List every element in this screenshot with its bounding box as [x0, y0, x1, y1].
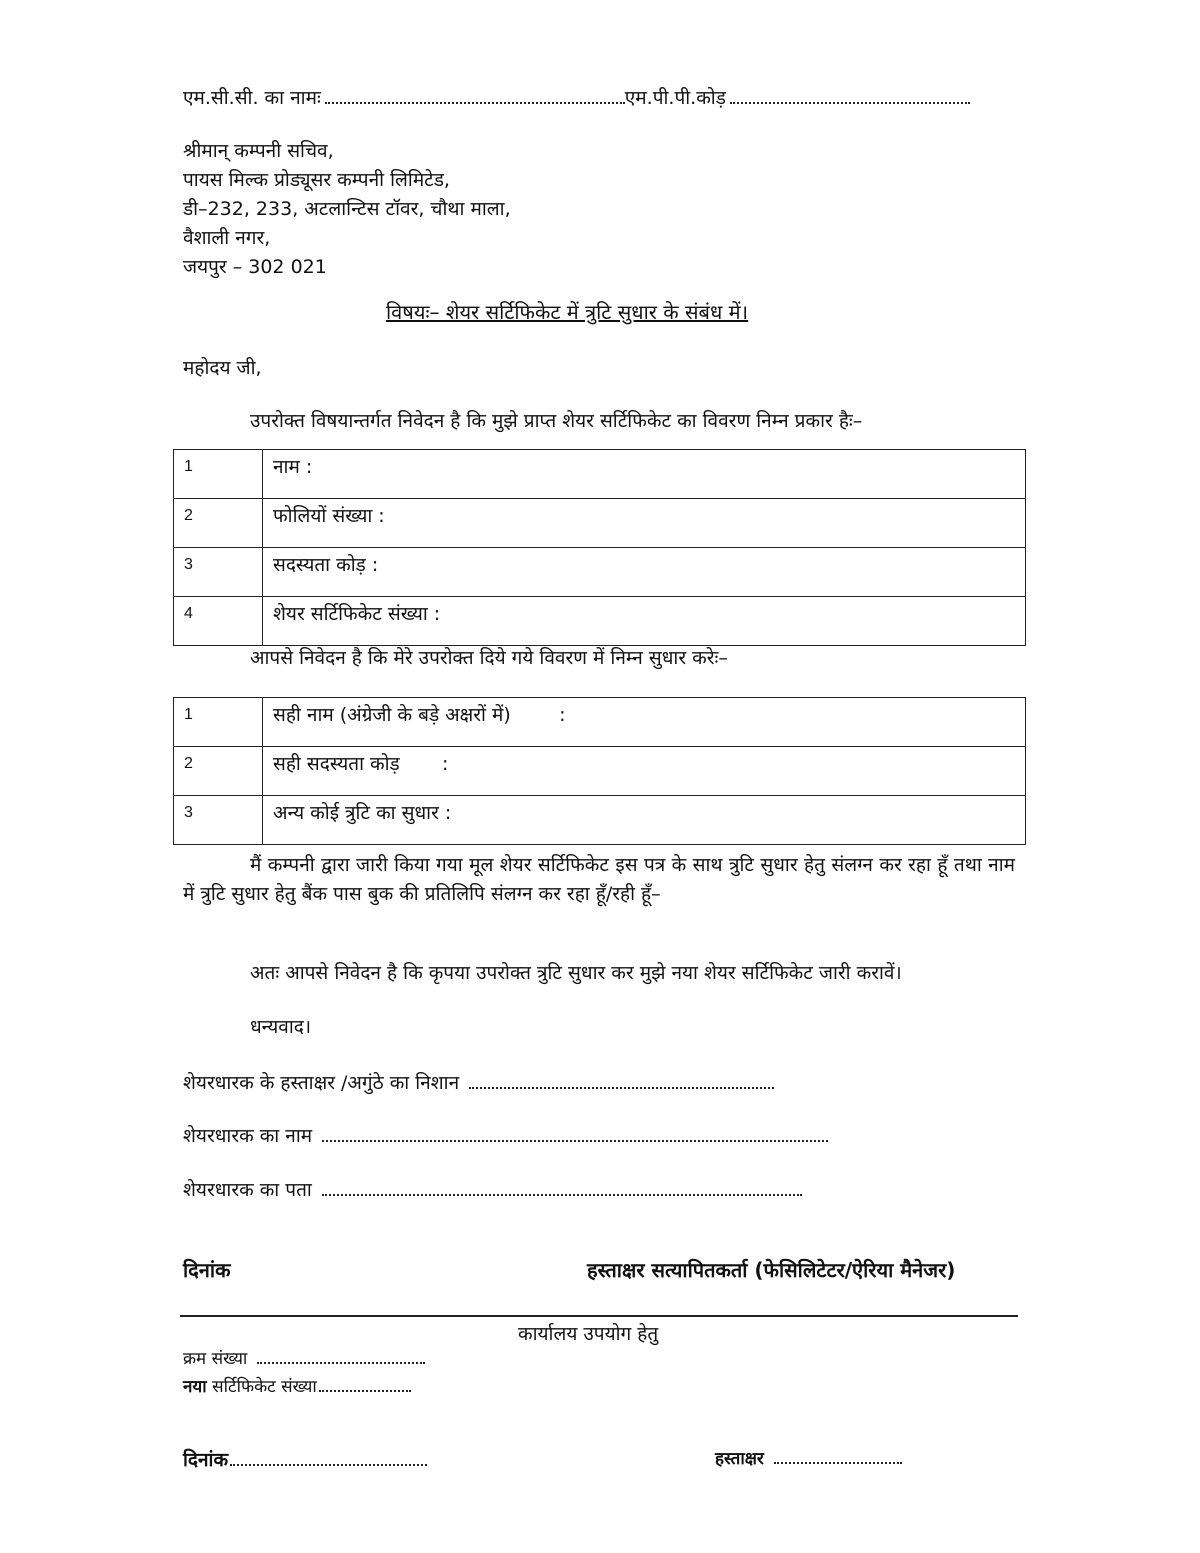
membership-code-field[interactable]: सदस्यता कोड़ :	[263, 548, 1026, 597]
office-sign-field[interactable]	[774, 1461, 902, 1464]
name-line	[183, 1122, 828, 1148]
mpp-code-field[interactable]	[730, 101, 970, 104]
header-line	[183, 84, 970, 110]
table-row	[174, 698, 1026, 747]
request-paragraph: अतः आपसे निवेदन है कि कृपया उपरोक्त त्रुटि सुधार कर मुझे नया शेयर सर्टिफिकेट जारी करावें।	[250, 962, 902, 984]
intro-text: उपरोक्त विषयान्तर्गत निवेदन है कि मुझे प्राप्त शेयर सर्टिफिकेट का विवरण निम्न प्रकार हैः–	[250, 410, 863, 432]
office-sign-label: हस्ताक्षर	[715, 1449, 764, 1469]
row-number: 1	[174, 698, 263, 747]
row-number: 2	[174, 499, 263, 548]
date-label: दिनांक	[183, 1258, 231, 1282]
other-correction-field[interactable]: अन्य कोई त्रुटि का सुधार :	[263, 796, 1026, 845]
new-certificate-line	[183, 1374, 411, 1397]
name-field[interactable]: नाम :	[263, 450, 1026, 499]
serial-number-line	[183, 1346, 425, 1369]
address-line: वैशाली नगर,	[183, 227, 271, 249]
office-date-label: दिनांक	[183, 1449, 229, 1471]
signature-field[interactable]	[469, 1086, 774, 1089]
signature-label: शेयरधारक के हस्ताक्षर /अगुंठे का निशान	[183, 1072, 460, 1094]
serial-number-field[interactable]	[257, 1361, 425, 1364]
address-line: जयपुर – 302 021	[183, 256, 327, 278]
new-certificate-prefix: नया	[183, 1377, 207, 1397]
thanks-text: धन्यवाद।	[250, 1016, 312, 1038]
office-divider	[180, 1315, 1018, 1317]
subject-heading: विषयः– शेयर सर्टिफिकेट में त्रुटि सुधार के संबंध में।	[386, 300, 749, 324]
row-number: 2	[174, 747, 263, 796]
mcc-name-field[interactable]	[325, 101, 625, 104]
request-text: आपसे निवेदन है कि मेरे उपरोक्त दिये गये विवरण में निम्न सुधार करेः–	[250, 647, 728, 669]
row-number: 4	[174, 597, 263, 646]
address-line-field	[183, 1176, 802, 1202]
address-line: श्रीमान् कम्पनी सचिव,	[183, 140, 334, 162]
certificate-details-table	[173, 449, 1026, 646]
mpp-code-label: एम.पी.पी.कोड़	[624, 87, 726, 109]
table-row	[174, 450, 1026, 499]
certificate-number-field[interactable]: शेयर सर्टिफिकेट संख्या :	[263, 597, 1026, 646]
correct-name-field[interactable]: सही नाम (अंग्रेजी के बड़े अक्षरों में) :	[263, 698, 1026, 747]
shareholder-name-label: शेयरधारक का नाम	[183, 1125, 313, 1147]
new-certificate-field[interactable]	[319, 1389, 411, 1392]
row-number: 1	[174, 450, 263, 499]
serial-number-label: क्रम संख्या	[183, 1349, 248, 1369]
folio-number-field[interactable]: फोलियों संख्या :	[263, 499, 1026, 548]
verifier-label: हस्ताक्षर सत्यापितकर्ता (फेसिलिटेटर/ऐरिया मैनेजर)	[587, 1258, 956, 1282]
signature-line	[183, 1069, 774, 1095]
table-row	[174, 548, 1026, 597]
address-line: पायस मिल्क प्रोड्यूसर कम्पनी लिमिटेड,	[183, 169, 450, 191]
new-certificate-label: सर्टिफिकेट संख्या	[212, 1377, 317, 1397]
salutation: महोदय जी,	[183, 357, 262, 379]
shareholder-address-label: शेयरधारक का पता	[183, 1179, 312, 1201]
row-number: 3	[174, 796, 263, 845]
office-sign-line	[715, 1446, 902, 1469]
table-row	[174, 796, 1026, 845]
shareholder-name-field[interactable]	[322, 1139, 828, 1142]
office-date-field[interactable]	[230, 1463, 427, 1466]
table-row	[174, 747, 1026, 796]
office-date-line	[183, 1446, 427, 1472]
correct-membership-code-field[interactable]: सही सदस्यता कोड़ :	[263, 747, 1026, 796]
mcc-name-label: एम.सी.सी. का नामः	[183, 87, 321, 109]
shareholder-address-field[interactable]	[322, 1193, 802, 1196]
office-use-title: कार्यालय उपयोग हेतु	[518, 1323, 659, 1345]
table-row	[174, 597, 1026, 646]
attachment-paragraph: मैं कम्पनी द्वारा जारी किया गया मूल शेयर सर्टिफिकेट इस पत्र के साथ त्रुटि सुधार हेतु संलग्न कर रहा हूँ तथा नाम में त्रुटि सुधार हेतु बैंक पास बुक की प्रतिलिपि संलग्न कर रहा हूँ/रही हूँ–	[183, 854, 1015, 905]
table-row	[174, 499, 1026, 548]
address-line: डी–232, 233, अटलान्टिस टॉवर, चौथा माला,	[183, 198, 511, 220]
address-block	[183, 137, 511, 282]
correction-table	[173, 697, 1026, 845]
row-number: 3	[174, 548, 263, 597]
